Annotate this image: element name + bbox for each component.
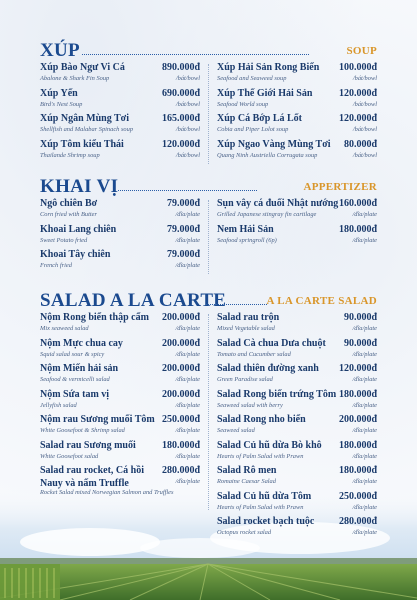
menu-item-description: Bird's Nest Soup [40, 100, 83, 108]
menu-item-name: Salad rau trộn [217, 312, 280, 323]
menu-item [217, 440, 377, 466]
menu-item-price: 280.000đ [161, 465, 200, 476]
menu-item [40, 88, 200, 114]
menu-item [40, 198, 200, 224]
menu-item-name: Nộm rau Sương muối Tôm [40, 414, 155, 425]
menu-item-description: Abalone & Shark Fin Soup [40, 75, 110, 82]
menu-item-description: Green Paradise salad [217, 376, 273, 383]
menu-item-price: 120.000đ [161, 138, 200, 150]
menu-item [40, 139, 200, 165]
menu-columns [40, 62, 377, 166]
menu-item-price: 890.000đ [161, 62, 200, 73]
menu-item-unit: /đĩa/plate [352, 401, 377, 409]
menu-item-description: Grilled Japanese stingray fin cartilage [217, 211, 317, 218]
menu-item-description: Jellyfish salad [40, 401, 77, 409]
menu-item-name: Xúp Bào Ngư Vi Cá [40, 62, 125, 73]
section-title: XÚP [40, 40, 80, 61]
menu-item-name: Xúp Cá Bớp Lá Lốt [217, 113, 303, 124]
menu-item-unit: /đĩa/plate [352, 503, 377, 511]
menu-item-price: 180.000đ [338, 439, 377, 451]
menu-item-description: Thailande Shrimp soup [40, 151, 100, 159]
menu-item-price: 80.000đ [343, 138, 377, 150]
menu-item-price: 200.000đ [161, 337, 200, 349]
menu-item-unit: /đĩa/plate [175, 376, 200, 383]
menu-item-name: Xúp Hải Sản Rong Biển [217, 62, 320, 73]
menu-column-right [217, 312, 377, 542]
section-title-en: A LA CARTE SALAD [266, 295, 377, 307]
menu-item-price: 180.000đ [338, 465, 377, 476]
section-header [0, 290, 417, 314]
menu-item-unit: /đĩa/plate [175, 427, 200, 434]
menu-column-left [40, 62, 200, 164]
menu-item [217, 88, 377, 114]
menu-item-price: 120.000đ [338, 113, 377, 124]
menu-column-left [40, 198, 200, 275]
menu-item-unit: /đĩa/plate [352, 478, 377, 485]
section-soup [0, 40, 417, 159]
menu-item-unit: /đĩa/plate [175, 262, 200, 269]
section-salad [0, 290, 417, 536]
menu-item-unit: /đĩa/plate [175, 478, 200, 485]
menu-item [40, 312, 200, 338]
menu-item [40, 414, 200, 440]
menu-item-unit: /bát/bowl [352, 75, 377, 82]
menu-item-name: Salad Củ hũ dừa Tôm [217, 490, 312, 502]
menu-item-price: 160.000đ [338, 198, 377, 209]
menu-item-name: Nem Hải Sản [217, 223, 274, 235]
column-divider [208, 314, 209, 510]
menu-item-name: Nộm Sứa tam vị [40, 388, 110, 400]
menu-item-description: Seafood & vermicelli salad [40, 376, 110, 383]
menu-item-unit: /đĩa/plate [175, 350, 200, 358]
section-title: KHAI VỊ [40, 176, 119, 197]
menu-item-price: 250.000đ [338, 490, 377, 502]
menu-column-right [217, 62, 377, 164]
menu-item-unit: /đĩa/plate [352, 350, 377, 358]
menu-item-name: Nộm Rong biển thập cẩm [40, 312, 149, 323]
menu-item-description: Corn fried with Butter [40, 211, 97, 218]
menu-item-description: Tomato and Cucumber salad [217, 350, 291, 358]
menu-item-unit: /bát/bowl [175, 100, 200, 108]
menu-item-name: Salad Rong nho biển [217, 414, 306, 425]
menu-item-price: 79.000đ [166, 249, 200, 260]
column-divider [208, 200, 209, 274]
menu-item-unit: /đĩa/plate [352, 211, 377, 218]
menu-item-price: 79.000đ [166, 223, 200, 235]
menu-item-price: 180.000đ [161, 439, 200, 451]
menu-item-description: Sweet Potato fried [40, 236, 88, 244]
menu-item-price: 90.000đ [343, 312, 377, 323]
menu-item-description: Seafood springroll (6p) [217, 236, 277, 244]
menu-item-description: Cobia and Piper Lolot soup [217, 126, 289, 133]
menu-item-price: 165.000đ [161, 113, 200, 124]
menu-column-right [217, 198, 377, 249]
menu-item-name: Xúp Ngao Vàng Mùng Tơi [217, 138, 331, 150]
menu-item-unit: /đĩa/plate [352, 427, 377, 434]
dotted-rule [206, 304, 267, 305]
section-appetizer [0, 176, 417, 269]
menu-item-name: Nộm Mực chua cay [40, 337, 123, 349]
section-header [0, 40, 417, 64]
menu-item-name: Nộm Miến hải sản [40, 363, 119, 374]
menu-item [217, 113, 377, 139]
menu-item-name: Salad rocket bạch tuộc [217, 516, 315, 527]
menu-item-price: 250.000đ [161, 414, 200, 425]
menu-item [217, 224, 377, 250]
menu-item [40, 465, 200, 501]
menu-item-unit: /đĩa/plate [352, 452, 377, 460]
menu-item-name: Salad rau rocket, Cá hồi Nauy và nấm Truffle [40, 465, 144, 489]
dotted-rule [118, 190, 257, 191]
menu-item-description: Hearts of Palm Salad with Prawn [217, 452, 304, 460]
menu-item-name: Khoai Tây chiên [40, 249, 111, 260]
menu-item-description: Romaine Caesar Salad [217, 478, 276, 485]
menu-item [217, 312, 377, 338]
menu-item-name: Ngô chiên Bơ [40, 198, 98, 209]
menu-item-description: Quang Ninh Austriella Corrugata soup [217, 151, 318, 159]
menu-item-price: 280.000đ [338, 516, 377, 527]
menu-item [40, 113, 200, 139]
menu-item [217, 198, 377, 224]
menu-item-description: Squid salad sour & spicy [40, 350, 105, 358]
dotted-rule [82, 54, 309, 55]
menu-item-description: Shellfish and Malabar Spinach soup [40, 126, 134, 133]
menu-item-price: 79.000đ [166, 198, 200, 209]
menu-item-description: Seaweed salad with berry [217, 401, 283, 409]
menu-item [217, 465, 377, 491]
menu-item [217, 389, 377, 415]
menu-item [217, 62, 377, 88]
menu-item-unit: /đĩa/plate [352, 376, 377, 383]
menu-item [217, 491, 377, 517]
menu-item-price: 120.000đ [338, 363, 377, 374]
menu-item-price: 200.000đ [161, 312, 200, 323]
menu-item [40, 249, 200, 275]
section-header [0, 176, 417, 200]
menu-item-unit: /đĩa/plate [352, 325, 377, 332]
menu-item-price: 120.000đ [338, 87, 377, 99]
menu-item-description: Mix seaweed salad [40, 325, 89, 332]
menu-item-description: Seafood World soup [217, 100, 269, 108]
menu-item [40, 224, 200, 250]
section-title-en: SOUP [346, 45, 377, 57]
menu-item-price: 180.000đ [338, 223, 377, 235]
menu-item-description: Seaweed salad [217, 427, 255, 434]
menu-item-description: Rocket Salad mixed Norwegian Salmon and Truffles [40, 489, 174, 496]
menu-item [40, 440, 200, 466]
menu-item-unit: /đĩa/plate [352, 529, 377, 536]
menu-item-unit: /đĩa/plate [175, 452, 200, 460]
menu-item-unit: /đĩa/plate [175, 211, 200, 218]
menu-item-unit: /đĩa/plate [352, 236, 377, 244]
section-title: SALAD A LA CARTE [40, 290, 227, 311]
menu-item-description: Octopus rocket salad [217, 529, 272, 536]
menu-item [40, 338, 200, 364]
menu-item [40, 363, 200, 389]
menu-item-price: 100.000đ [338, 62, 377, 73]
menu-item-name: Salad Rong biển trứng Tôm [217, 388, 337, 400]
menu-item-name: Xúp Ngân Mùng Tơi [40, 113, 129, 124]
section-title-en: APPERTIZER [303, 181, 377, 193]
column-divider [208, 64, 209, 164]
menu-item-description: Mixed Vegetable salad [217, 325, 275, 332]
menu-item-unit: /bát/bowl [352, 100, 377, 108]
menu-item-name: Salad Củ hũ dừa Bò khô [217, 439, 322, 451]
menu-item [217, 414, 377, 440]
menu-item-price: 90.000đ [343, 337, 377, 349]
menu-item-unit: /bát/bowl [175, 126, 200, 133]
menu-item-name: Xúp Tôm kiểu Thái [40, 138, 124, 150]
menu-item-price: 690.000đ [161, 87, 200, 99]
menu-item [217, 338, 377, 364]
menu-item-unit: /đĩa/plate [175, 236, 200, 244]
menu-item-name: Salad Rô men [217, 465, 277, 476]
menu-columns [40, 312, 377, 552]
menu-item-price: 200.000đ [161, 388, 200, 400]
menu-item-name: Salad rau Sương muối [40, 439, 136, 451]
menu-item-description: Seafood and Seaweed soup [217, 75, 287, 82]
menu-item-name: Xúp Thế Giới Hải Sản [217, 87, 313, 99]
menu-item-unit: /bát/bowl [352, 126, 377, 133]
menu-item-unit: /bát/bowl [352, 151, 377, 159]
menu-item-name: Salad thiên đường xanh [217, 363, 319, 374]
menu-item-name: Xúp Yến [40, 87, 78, 99]
menu-columns [40, 198, 377, 278]
menu-item [40, 389, 200, 415]
menu-item [217, 516, 377, 542]
menu-item-description: White Goosefoot salad [40, 452, 99, 460]
menu-item-unit: /bát/bowl [175, 75, 200, 82]
menu-item [40, 62, 200, 88]
menu-item-unit: /đĩa/plate [175, 401, 200, 409]
menu-item [217, 139, 377, 165]
menu-column-left [40, 312, 200, 501]
menu-item-name: Sụn vây cá đuối Nhật nướng [217, 198, 339, 209]
menu-item-description: French fried [40, 262, 72, 269]
menu-item-description: White Goosefoot & Shrimp salad [40, 427, 125, 434]
menu-item-price: 200.000đ [161, 363, 200, 374]
menu-item-unit: /bát/bowl [175, 151, 200, 159]
menu-item-unit: /đĩa/plate [175, 325, 200, 332]
menu-item-name: Salad Cà chua Dưa chuột [217, 337, 326, 349]
menu-item-name: Khoai Lang chiên [40, 223, 117, 235]
menu-item-description: Hearts of Palm Salad with Prawn [217, 503, 304, 511]
menu-item [217, 363, 377, 389]
menu-item-price: 180.000đ [338, 388, 377, 400]
menu-item-price: 200.000đ [338, 414, 377, 425]
